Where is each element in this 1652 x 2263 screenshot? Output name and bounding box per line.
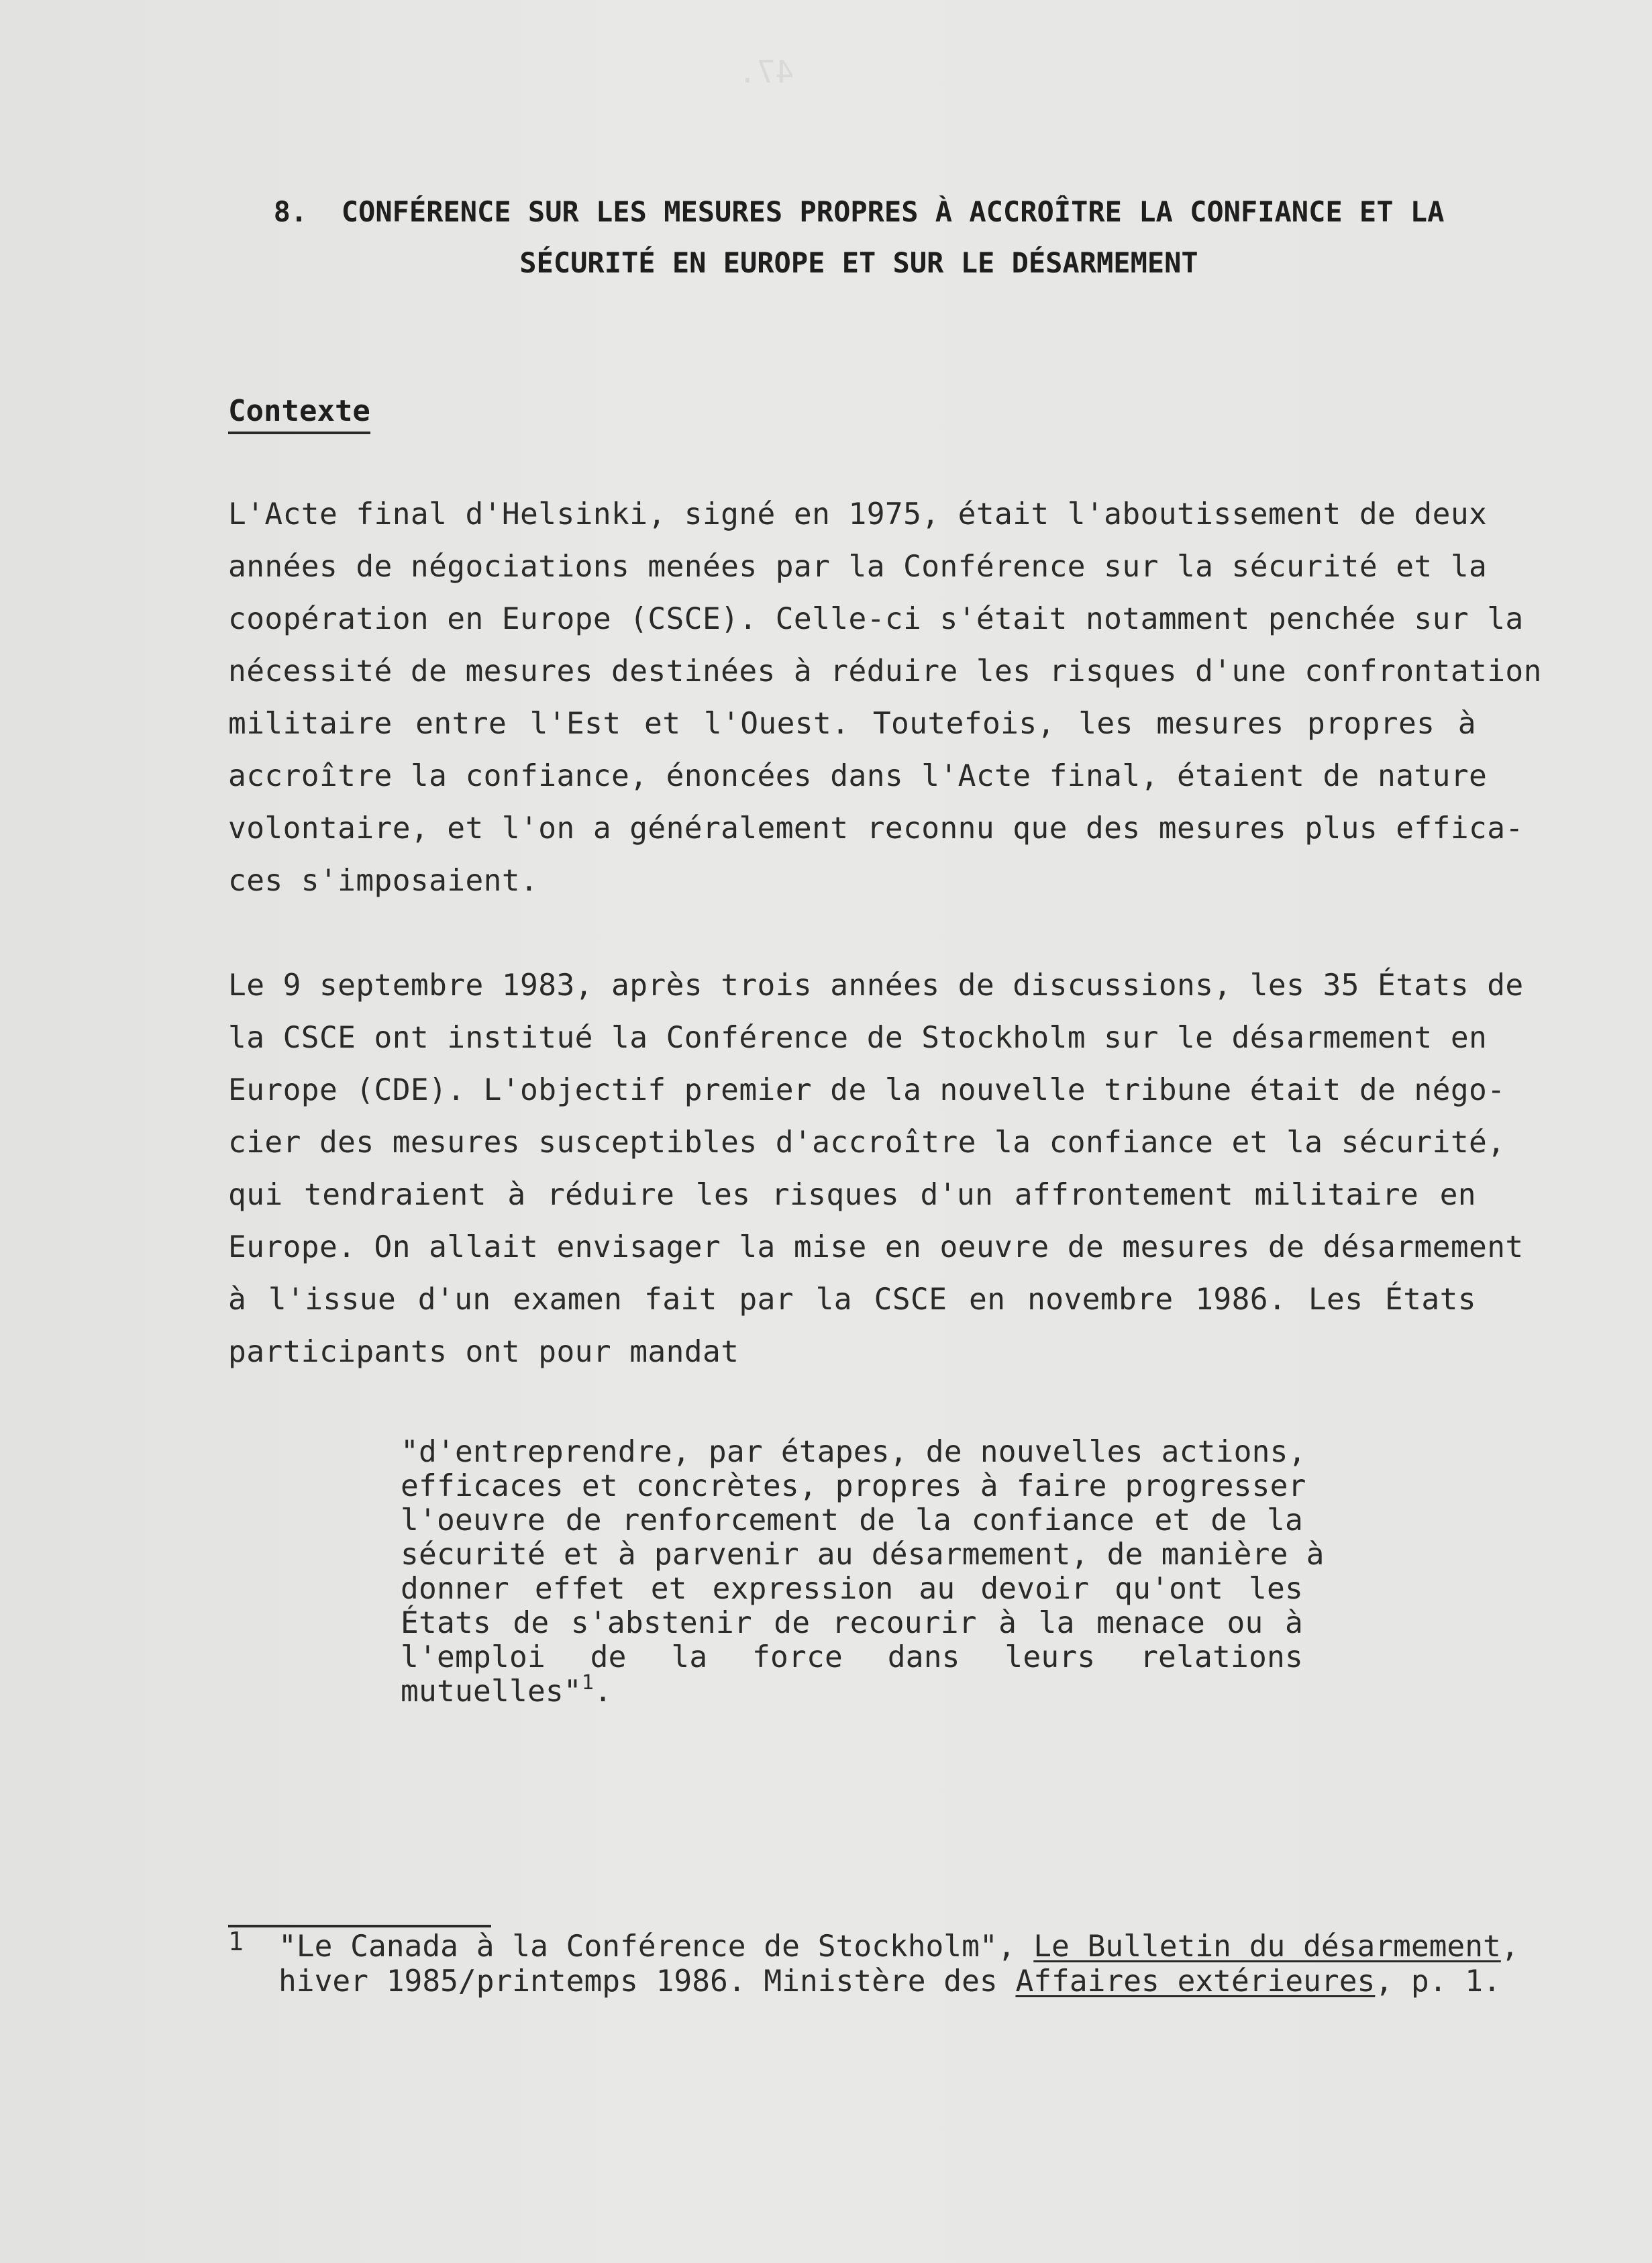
heading-line-2: SÉCURITÉ EN EUROPE ET SUR LE DÉSARMEMENT <box>519 246 1198 279</box>
block-quote <box>401 1435 1325 1709</box>
paragraph-2 <box>228 960 1524 1378</box>
paragraph-line: L'Acte final d'Helsinki, signé en 1975, était l'aboutissement de deux <box>228 497 1488 532</box>
paragraph-line: nécessité de mesures destinées à réduire les risques d'une confrontation <box>228 654 1542 689</box>
heading-line-1: 8. CONFÉRENCE SUR LES MESURES PROPRES À ACCROÎTRE LA CONFIANCE ET LA <box>273 195 1445 228</box>
paragraph-line: militaire entre l'Est et l'Ouest. Toutefois, les mesures propres à <box>228 707 1476 741</box>
footnote-line-1: "Le Canada à la Conférence de Stockholm", Le Bulletin du désarmement, <box>278 1929 1519 1964</box>
paragraph-line: la CSCE ont institué la Conférence de Stockholm sur le désarmement en <box>228 1021 1488 1055</box>
quote-line: sécurité et à parvenir au désarmement, de manière à <box>401 1538 1325 1572</box>
quote-line: l'emploi de la force dans leurs relations <box>401 1640 1303 1674</box>
footnote-line-2: hiver 1985/printemps 1986. Ministère des Affaires extérieures, p. 1. <box>278 1964 1501 1999</box>
footnote-reference[interactable]: 1 <box>581 1671 595 1695</box>
section-heading <box>228 187 1490 289</box>
paragraph-line: qui tendraient à réduire les risques d'un affrontement militaire en <box>228 1178 1476 1212</box>
paragraph-line: participants ont pour mandat <box>228 1335 739 1369</box>
paragraph-line: Europe (CDE). L'objectif premier de la nouvelle tribune était de négo- <box>228 1073 1506 1107</box>
paragraph-1 <box>228 489 1542 907</box>
paragraph-line: coopération en Europe (CSCE). Celle-ci s'était notamment penchée sur la <box>228 602 1524 636</box>
quote-line: donner effet et expression au devoir qu'ont les <box>401 1572 1303 1606</box>
paragraph-line: années de négociations menées par la Conférence sur la sécurité et la <box>228 550 1488 584</box>
paragraph-line: à l'issue d'un examen fait par la CSCE en novembre 1986. Les États <box>228 1283 1476 1317</box>
bulletin-title: Le Bulletin du désarmement <box>1033 1929 1501 1964</box>
footnote-marker: 1 <box>228 1927 244 1956</box>
section-label-contexte: Contexte <box>228 393 370 434</box>
quote-line: efficaces et concrètes, propres à faire progresser <box>401 1469 1306 1503</box>
footnote-divider <box>228 1925 491 1927</box>
paragraph-line: ces s'imposaient. <box>228 864 539 898</box>
paragraph-line: volontaire, et l'on a généralement reconnu que des mesures plus effica- <box>228 811 1524 846</box>
paragraph-line: Le 9 septembre 1983, après trois années de discussions, les 35 États de <box>228 968 1524 1003</box>
bleed-through: 47. <box>738 54 794 90</box>
quote-line-last: mutuelles"$^1$. <box>401 1671 613 1709</box>
footnote-body <box>278 1929 1519 1999</box>
quote-line: l'oeuvre de renforcement de la confiance et de la <box>401 1503 1303 1538</box>
paragraph-line: accroître la confiance, énoncées dans l'Acte final, étaient de nature <box>228 759 1488 793</box>
ministry-name: Affaires extérieures <box>1015 1964 1376 1999</box>
quote-line: "d'entreprendre, par étapes, de nouvelles actions, <box>401 1435 1306 1469</box>
paragraph-line: Europe. On allait envisager la mise en oeuvre de mesures de désarmement <box>228 1230 1524 1264</box>
quote-line: États de s'abstenir de recourir à la menace ou à <box>401 1606 1303 1640</box>
paragraph-line: cier des mesures susceptibles d'accroître la confiance et la sécurité, <box>228 1125 1506 1160</box>
